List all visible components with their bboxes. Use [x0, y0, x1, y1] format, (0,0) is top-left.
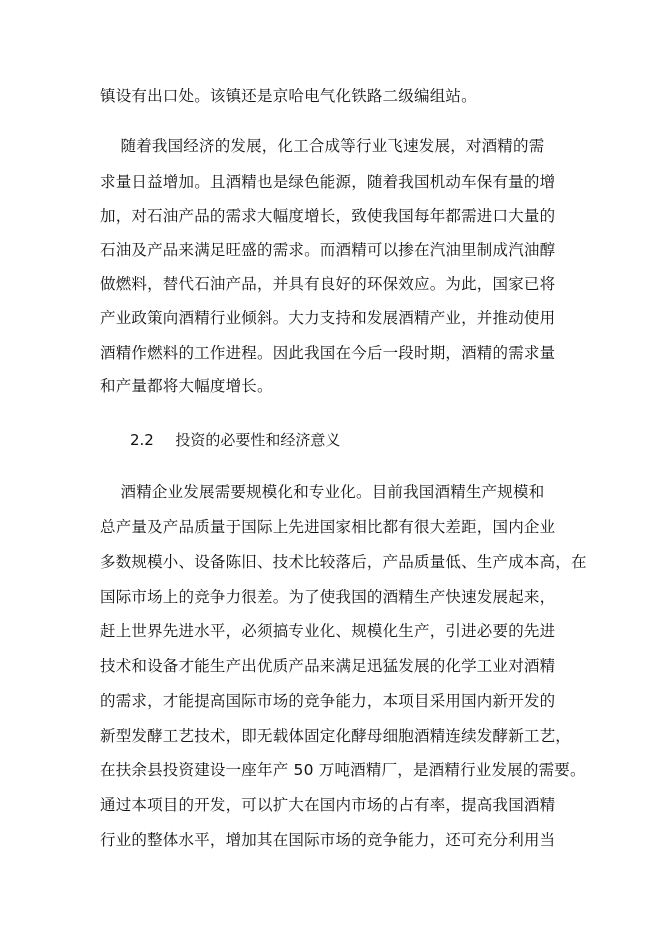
paragraph-2-line: 随着我国经济的发展，化工合成等行业飞速发展，对酒精的需 [100, 137, 545, 155]
paragraph-3-line: 新型发酵工艺技术，即无载体固定化酵母细胞酒精连续发酵新工艺， [100, 727, 572, 745]
section-number: 2.2 [130, 431, 154, 449]
paragraph-2-line: 和产量都将大幅度增长。 [100, 377, 273, 395]
paragraph-2-line: 石油及产品来满足旺盛的需求。而酒精可以掺在汽油里制成汽油醇 [100, 241, 556, 259]
paragraph-3-line: 总产量及产品质量于国际上先进国家相比都有很大差距，国内企业 [100, 518, 556, 536]
paragraph-3-line: 赶上世界先进水平，必须搞专业化、规模化生产，引进必要的先进 [100, 622, 556, 640]
paragraph-3-line: 在扶余县投资建设一座年产 50 万吨酒精厂，是酒精行业发展的需要。 [100, 761, 586, 779]
paragraph-3-line: 行业的整体水平，增加其在国际市场的竞争能力，还可充分利用当 [100, 831, 556, 849]
paragraph-2-line: 求量日益增加。且酒精也是绿色能源，随着我国机动车保有量的增 [100, 173, 556, 191]
paragraph-2-line: 加，对石油产品的需求大幅度增长，致使我国每年都需进口大量的 [100, 207, 556, 225]
section-heading [130, 430, 340, 450]
paragraph-3-line: 通过本项目的开发，可以扩大在国内市场的占有率，提高我国酒精 [100, 796, 556, 814]
section-title: 投资的必要性和经济意义 [175, 431, 341, 449]
paragraph-3-line: 多数规模小、设备陈旧、技术比较落后，产品质量低、生产成本高，在 [100, 553, 587, 571]
paragraph-3-line: 的需求，才能提高国际市场的竞争能力，本项目采用国内新开发的 [100, 692, 556, 710]
paragraph-2-line: 做燃料，替代石油产品，并具有良好的环保效应。为此，国家已将 [100, 275, 556, 293]
paragraph-2-line: 酒精作燃料的工作进程。因此我国在今后一段时期，酒精的需求量 [100, 344, 556, 362]
paragraph-2-line: 产业政策向酒精行业倾斜。大力支持和发展酒精产业，并推动使用 [100, 309, 556, 327]
paragraph-3-line: 国际市场上的竞争力很差。为了使我国的酒精生产快速发展起来， [100, 588, 556, 606]
paragraph-1-line: 镇设有出口处。该镇还是京哈电气化铁路二级编组站。 [100, 87, 477, 105]
paragraph-3-line: 酒精企业发展需要规模化和专业化。目前我国酒精生产规模和 [100, 483, 545, 501]
paragraph-3-line: 技术和设备才能生产出优质产品来满足迅猛发展的化学工业对酒精 [100, 657, 556, 675]
